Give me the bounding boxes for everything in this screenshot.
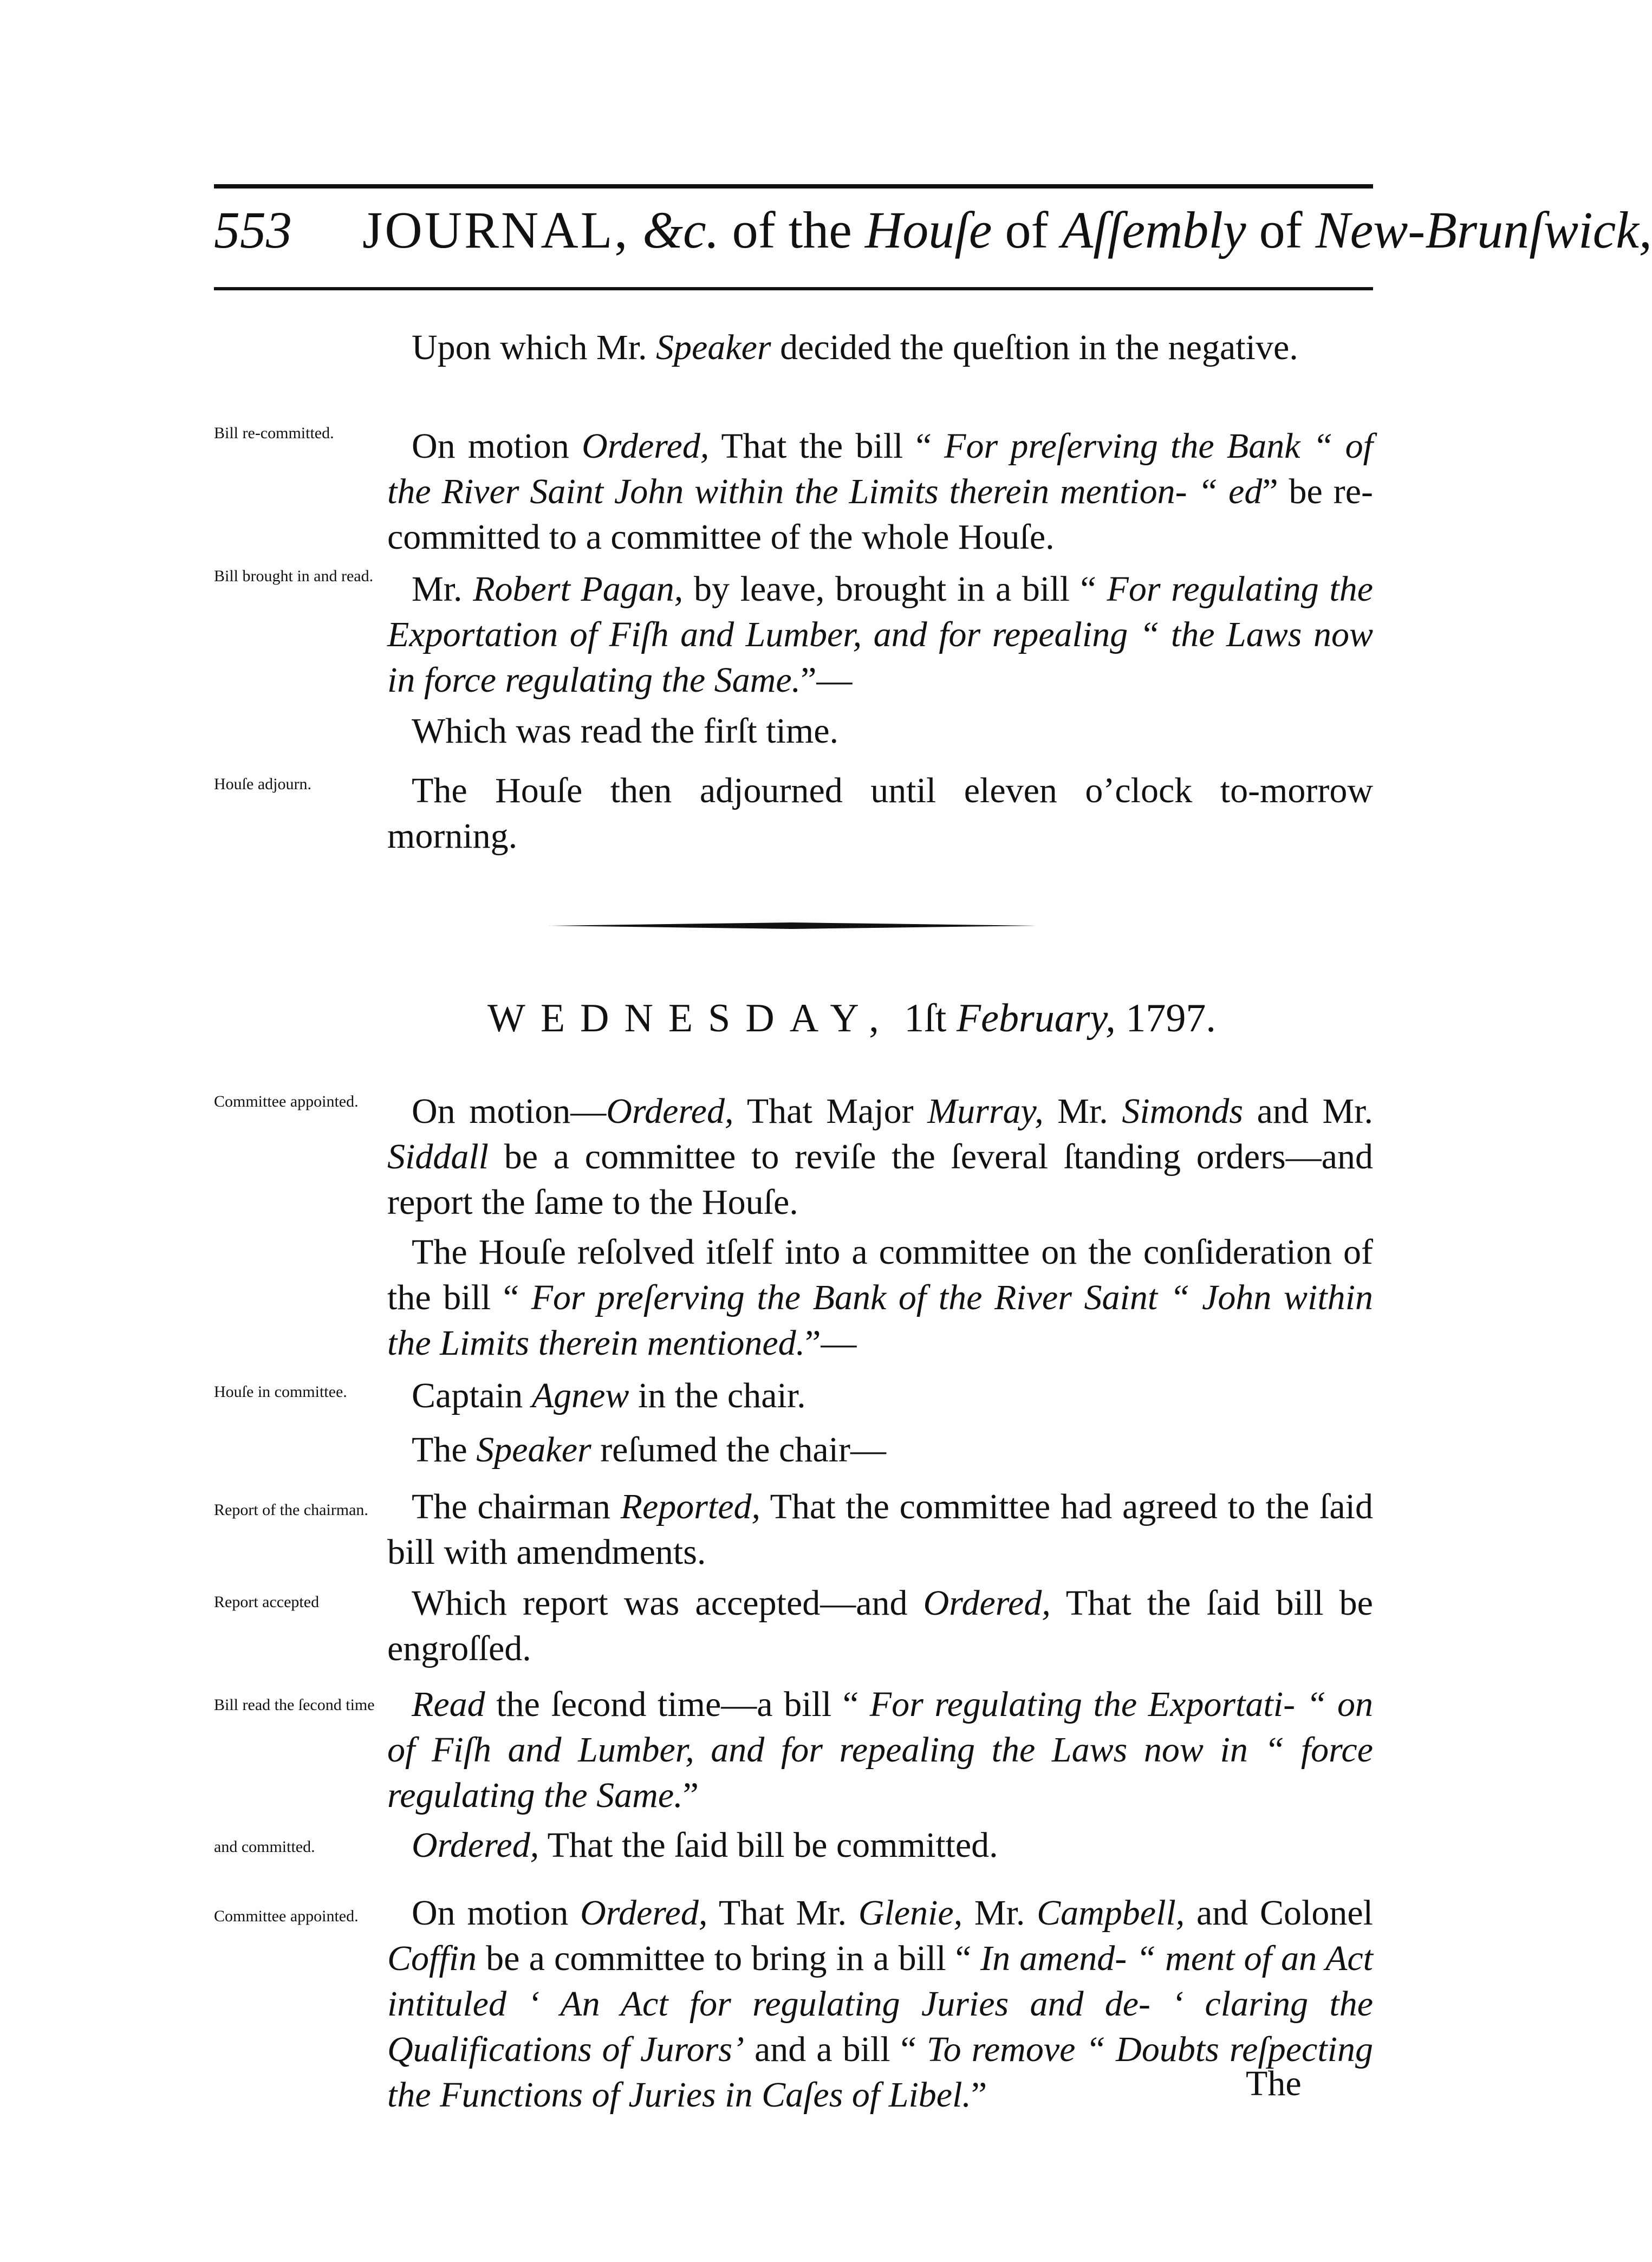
bill-title: To remove “ Doubts reſpecting the Functions of Juries in Caſes of Libel. (387, 2030, 1373, 2115)
ordered: Ordered, (580, 1893, 708, 1933)
text: The (412, 1430, 477, 1470)
margin-note-house-adjourn: Houſe adjourn. (214, 775, 311, 793)
member-name: Coffin (387, 1939, 477, 1978)
text: in the chair. (629, 1376, 806, 1415)
text: decided the queſtion in the negative. (771, 328, 1298, 367)
text: On motion (412, 426, 582, 466)
text: Mr. (962, 1893, 1037, 1933)
paragraph-speaker-decided (387, 325, 1373, 370)
text: the ſecond time—a bill “ (485, 1685, 870, 1724)
ordered: Ordered, (606, 1091, 734, 1131)
text: That Mr. (707, 1893, 858, 1933)
margin-note-committee-appointed: Committee appointed. (214, 1093, 359, 1110)
weekday: WEDNESDAY, (487, 996, 894, 1041)
bill-title: For preſerving the Bank of the River Saint “ John within the Limits therein mentioned. (387, 1278, 1373, 1363)
speaker-name: Speaker (476, 1430, 591, 1470)
text: On motion (412, 1893, 581, 1933)
bill-title: In amend- “ ment of an Act intituled ‘ An Act for regulating Juries and de- ‘ claring the Qualifications of Jurors’ (387, 1939, 1373, 2069)
text: ”— (805, 1323, 857, 1363)
bill-title: For regulating the Exportation of Fiſh and Lumber, and for repealing “ the Laws now in force regulating the Same. (387, 569, 1373, 700)
text: and Colonel (1185, 1893, 1373, 1933)
header-journal: JOURNAL, (362, 201, 630, 259)
paragraph-bill-recommitted (387, 424, 1373, 560)
speaker-name: Speaker (655, 328, 771, 367)
margin-note-bill-brought-in: Bill brought in and read. (214, 567, 374, 585)
text: That the bill “ (709, 426, 945, 466)
year: 1797. (1126, 996, 1216, 1041)
text: That the ſaid bill be engroſſed. (387, 1583, 1373, 1668)
text: be a committee to bring in a bill “ (477, 1939, 981, 1978)
text: The chairman (412, 1487, 621, 1526)
paragraph-committee-appointed (387, 1089, 1373, 1225)
text: That the ſaid bill be committed. (539, 1825, 998, 1865)
member-name: Murray, (927, 1091, 1044, 1131)
header-etc: &c. (642, 201, 719, 259)
text: ” be re-committed to a committee of the whole Houſe. (387, 472, 1373, 557)
header-of-the: of the (732, 201, 852, 259)
month: February, (956, 996, 1116, 1041)
paragraph-report-accepted (387, 1581, 1373, 1672)
paragraph-bill-brought-in (387, 567, 1373, 703)
ordered: Ordered, (582, 426, 710, 466)
header-bottom-rule (214, 287, 1373, 290)
text: The Houſe reſolved itſelf into a committee on the conſideration of the bill “ (387, 1232, 1373, 1317)
header-house: Houſe (864, 201, 992, 259)
paragraph-bill-committed (387, 1823, 1373, 1868)
catchword: The (1246, 2064, 1302, 2103)
header-of: of (1005, 201, 1049, 259)
text: Mr. (412, 569, 473, 609)
paragraph-captain-in-chair (387, 1373, 1373, 1419)
running-header (214, 195, 1652, 265)
margin-note-and-committed: and committed. (214, 1838, 315, 1856)
text: Mr. (1043, 1091, 1122, 1131)
bill-title: For regulating the Exportati- “ on of Fiſh and Lumber, and for repealing the Laws now in “ force regulating the Same. (387, 1685, 1373, 1815)
member-name: Campbell, (1037, 1893, 1185, 1933)
paragraph-chairman-reported (387, 1484, 1373, 1575)
member-name: Glenie, (858, 1893, 963, 1933)
paragraph-speaker-resumed (387, 1427, 1373, 1473)
text: reſumed the chair— (591, 1430, 886, 1470)
margin-note-report-accepted: Report accepted (214, 1593, 320, 1611)
member-name: Simonds (1122, 1091, 1244, 1131)
text: and a bill “ (744, 2030, 927, 2069)
bill-title: For preſerving the Bank “ of the River Saint John within the Limits therein mention- “ ed (387, 426, 1373, 511)
ordered: Ordered, (412, 1825, 539, 1865)
margin-note-committee-appointed-2: Committee appointed. (214, 1907, 359, 1925)
day: 1ſt (904, 996, 947, 1041)
text: That Major (733, 1091, 928, 1131)
paragraph-read-first-time: Which was read the firſt time. (412, 711, 839, 751)
text: ”— (801, 660, 853, 700)
text: On motion— (412, 1091, 607, 1131)
ornamental-rule (548, 922, 1036, 929)
member-name: Agnew (531, 1376, 629, 1415)
date-heading (487, 991, 1381, 1045)
header-top-rule (214, 184, 1373, 188)
paragraph-read-second-time (387, 1682, 1373, 1818)
margin-note-house-in-committee: Houſe in committee. (214, 1383, 347, 1401)
paragraph-house-resolved (387, 1230, 1373, 1366)
text: That the committee had agreed to the ſaid bill with amendments. (387, 1487, 1373, 1572)
member-name: Siddall (387, 1137, 489, 1176)
text: by leave, brought in a bill “ (683, 569, 1107, 609)
ordered: Ordered, (923, 1583, 1051, 1623)
header-province: New-Brunſwick, (1315, 201, 1652, 259)
page-number: 553 (214, 201, 292, 259)
margin-note-report-of-chairman: Report of the chairman. (214, 1501, 368, 1519)
text: Captain (412, 1376, 532, 1415)
margin-note-bill-read-second: Bill read the ſecond time (214, 1696, 375, 1714)
reported: Reported, (620, 1487, 761, 1526)
text: ” (682, 1776, 699, 1815)
header-of-2: of (1259, 201, 1303, 259)
text: and Mr. (1243, 1091, 1373, 1131)
text: ” (971, 2075, 987, 2115)
paragraph-committee-appointed-juries (387, 1890, 1373, 2118)
read: Read (412, 1685, 485, 1724)
text: Upon which Mr. (412, 328, 656, 367)
member-name: Robert Pagan, (473, 569, 684, 609)
text: be a committee to reviſe the ſeveral ſtanding orders—and report the ſame to the Houſe. (387, 1137, 1373, 1222)
margin-note-bill-recommitted: Bill re-committed. (214, 424, 334, 442)
header-assembly: Aſſembly (1061, 201, 1246, 259)
paragraph-house-adjourned: The Houſe then adjourned until eleven o’clock to-morrow morning. (387, 771, 1373, 856)
text: Which report was accepted—and (412, 1583, 923, 1623)
